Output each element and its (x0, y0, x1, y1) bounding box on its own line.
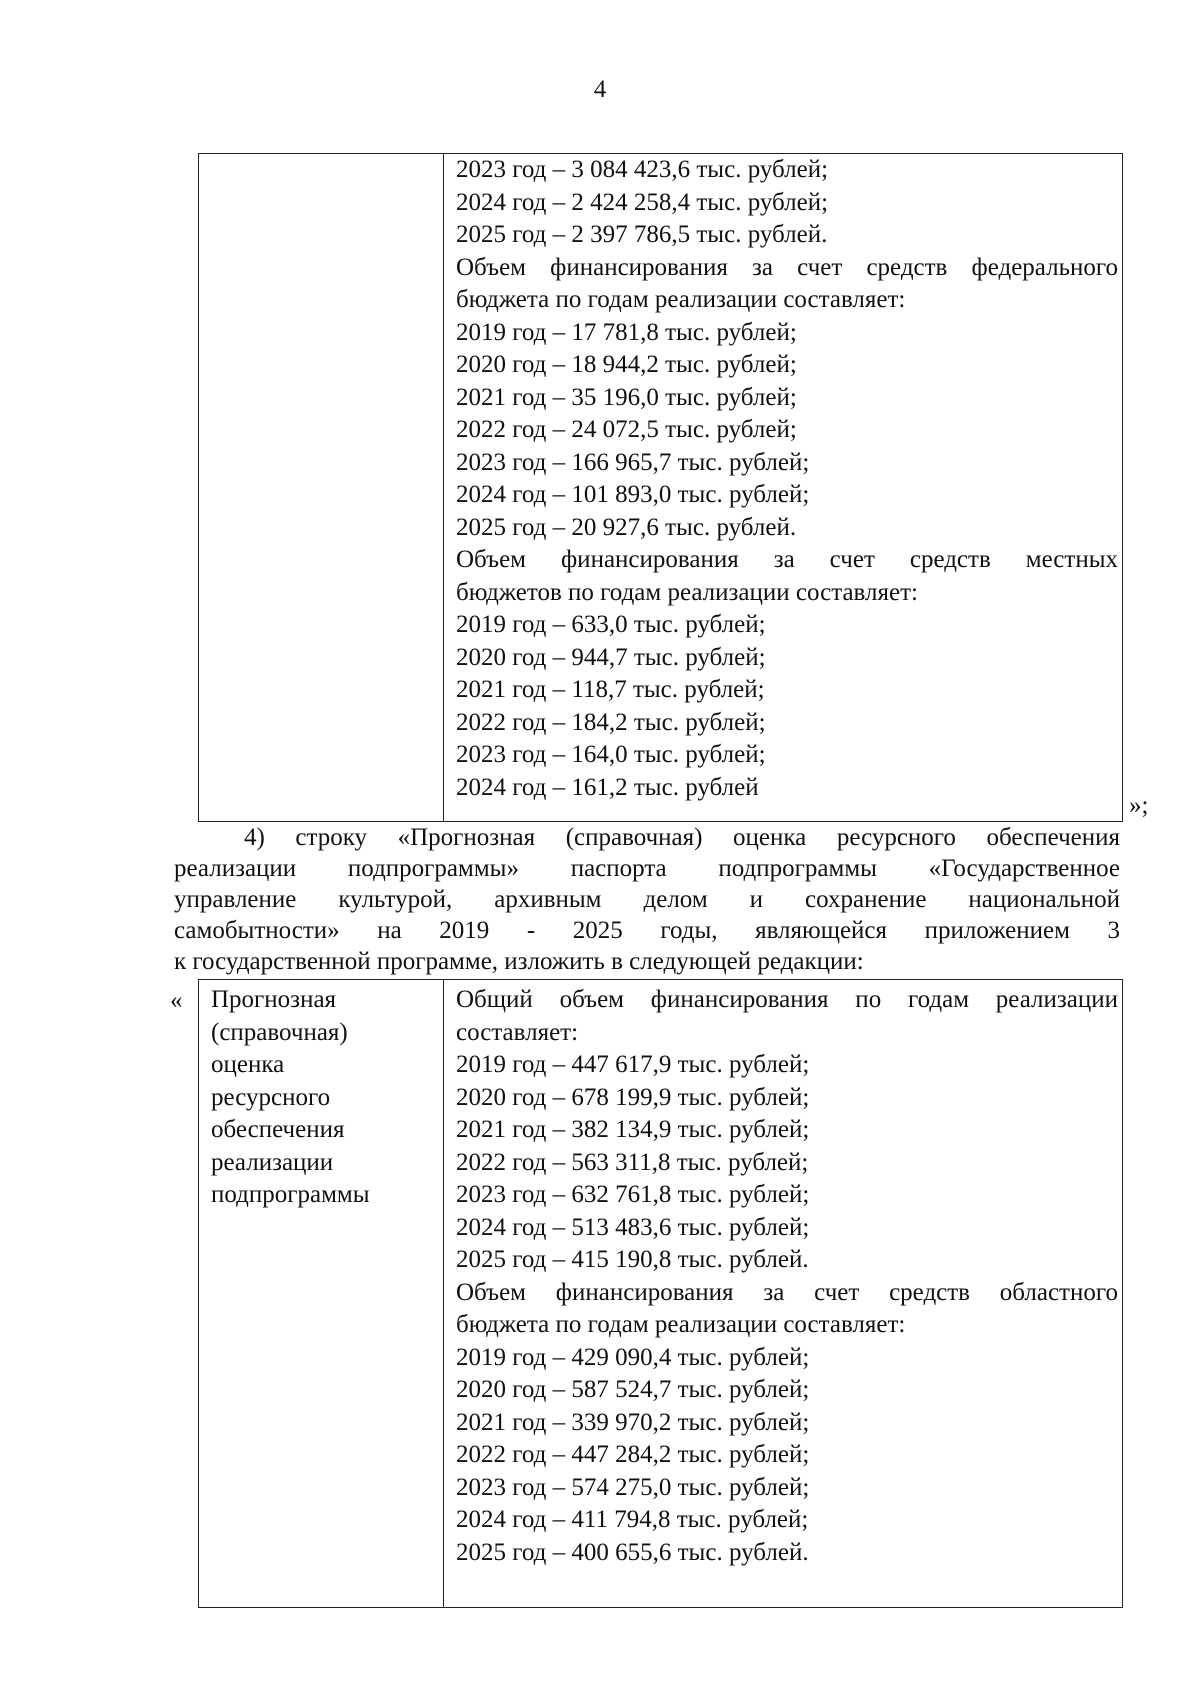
paragraph-line: 4) строку «Прогнозная (справочная) оценка ресурсного обеспечения (244, 824, 1120, 851)
paragraph-line: самобытности» на 2019 - 2025 годы, являющейся приложением 3 (174, 917, 1120, 944)
funding-line: составляет: (456, 1018, 579, 1046)
funding-line: 2025 год – 2 397 786,5 тыс. рублей. (456, 221, 828, 248)
row-label-line: реализации (211, 1148, 334, 1176)
funding-line: 2024 год – 101 893,0 тыс. рублей; (456, 481, 810, 508)
funding-line: бюджета по годам реализации составляет: (456, 286, 906, 313)
closing-quote: »; (1129, 792, 1149, 819)
paragraph-line: реализации подпрограммы» паспорта подпрограммы «Государственное (174, 855, 1120, 882)
funding-line: 2019 год – 429 090,4 тыс. рублей; (456, 1343, 810, 1371)
funding-line: 2023 год – 574 275,0 тыс. рублей; (456, 1473, 810, 1501)
funding-line: Объем финансирования за счет средств местных (456, 546, 1118, 573)
funding-line: 2025 год – 415 190,8 тыс. рублей. (456, 1246, 809, 1273)
funding-line: 2024 год – 161,2 тыс. рублей (456, 773, 759, 801)
funding-line: 2019 год – 633,0 тыс. рублей; (456, 611, 766, 638)
funding-line: 2022 год – 24 072,5 тыс. рублей; (456, 416, 797, 443)
funding-line: 2022 год – 447 284,2 тыс. рублей; (456, 1441, 810, 1468)
opening-quote: « (170, 987, 183, 1014)
funding-line: 2025 год – 400 655,6 тыс. рублей. (456, 1538, 809, 1566)
funding-line: 2020 год – 678 199,9 тыс. рублей; (456, 1083, 810, 1111)
paragraph-line: к государственной программе, изложить в следующей редакции: (174, 948, 864, 975)
funding-lines (444, 980, 1122, 1569)
page-number: 4 (593, 76, 607, 103)
funding-line: 2021 год – 35 196,0 тыс. рублей; (456, 383, 797, 411)
funding-line: 2019 год – 447 617,9 тыс. рублей; (456, 1051, 810, 1078)
funding-line: 2021 год – 382 134,9 тыс. рублей; (456, 1116, 810, 1143)
funding-line: 2021 год – 118,7 тыс. рублей; (456, 676, 765, 703)
funding-table-continued (198, 153, 1123, 822)
funding-line: 2023 год – 166 965,7 тыс. рублей; (456, 448, 810, 476)
row-label-line: Прогнозная (211, 986, 337, 1013)
funding-line: 2020 год – 944,7 тыс. рублей; (456, 643, 766, 671)
funding-lines (444, 154, 1122, 804)
funding-line: Объем финансирования за счет средств федерального (456, 253, 1118, 281)
resource-estimate-table (198, 979, 1123, 1608)
funding-line: 2023 год – 632 761,8 тыс. рублей; (456, 1181, 810, 1208)
row-label-cell (199, 980, 444, 1608)
funding-line: 2023 год – 3 084 423,6 тыс. рублей; (456, 156, 829, 183)
funding-line: 2023 год – 164,0 тыс. рублей; (456, 741, 766, 768)
funding-line: бюджета по годам реализации составляет: (456, 1311, 906, 1338)
funding-line: Общий объем финансирования по годам реализации (456, 986, 1118, 1013)
funding-line: 2022 год – 184,2 тыс. рублей; (456, 708, 766, 736)
funding-line: 2022 год – 563 311,8 тыс. рублей; (456, 1148, 809, 1176)
label-cell-empty (199, 154, 444, 822)
row-label-line: обеспечения (211, 1116, 345, 1143)
row-label (199, 980, 443, 1212)
row-label-line: подпрограммы (211, 1181, 370, 1208)
funding-line: 2024 год – 2 424 258,4 тыс. рублей; (456, 188, 829, 216)
row-label-line: ресурсного (211, 1083, 331, 1111)
funding-line: 2024 год – 411 794,8 тыс. рублей; (456, 1506, 809, 1533)
funding-line: 2025 год – 20 927,6 тыс. рублей. (456, 513, 797, 541)
funding-line: Объем финансирования за счет средств областного (456, 1278, 1118, 1306)
funding-line: 2020 год – 587 524,7 тыс. рублей; (456, 1376, 810, 1403)
table-row (199, 154, 1123, 822)
funding-line: 2019 год – 17 781,8 тыс. рублей; (456, 318, 797, 346)
table-row (199, 980, 1123, 1608)
row-label-line: оценка (211, 1051, 285, 1078)
funding-line: бюджетов по годам реализации составляет: (456, 578, 918, 606)
funding-line: 2020 год – 18 944,2 тыс. рублей; (456, 351, 797, 378)
row-label-line: (справочная) (211, 1018, 348, 1046)
paragraph-line: управление культурой, архивным делом и сохранение национальной (174, 886, 1120, 913)
amendment-paragraph (174, 822, 1120, 977)
funding-line: 2024 год – 513 483,6 тыс. рублей; (456, 1213, 810, 1241)
funding-values-cell (444, 154, 1123, 822)
funding-line: 2021 год – 339 970,2 тыс. рублей; (456, 1408, 810, 1436)
funding-values-cell (444, 980, 1123, 1608)
